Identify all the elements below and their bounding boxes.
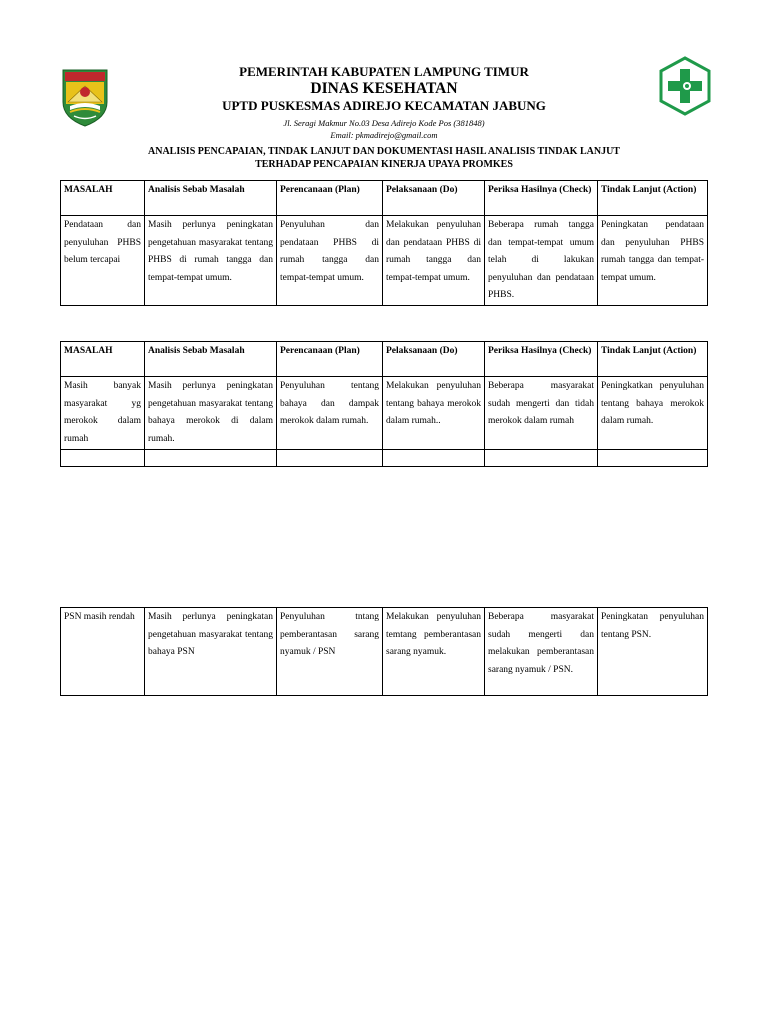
cell-masalah: Pendataan dan penyuluhan PHBS belum tercapai: [61, 216, 145, 306]
analysis-table-psn: [60, 607, 708, 696]
cell-perencanaan: Penyuluhan tntang pemberantasan sarang nyamuk / PSN: [277, 608, 383, 696]
empty-cell: [383, 450, 485, 467]
header-analisis: Analisis Sebab Masalah: [145, 181, 277, 216]
cell-tindak: Peningkatkan penyuluhan tentang bahaya merokok dalam rumah.: [598, 377, 708, 450]
empty-cell: [485, 450, 598, 467]
cell-masalah: Masih banyak masyarakat yg merokok dalam rumah: [61, 377, 145, 450]
cell-periksa: Beberapa masyarakat sudah mengerti dan melakukan pemberantasan sarang nyamuk / PSN.: [485, 608, 598, 696]
cell-pelaksanaan: Melakukan penyuluhan temtang pemberantasan sarang nyamuk.: [383, 608, 485, 696]
table-row: [61, 377, 708, 450]
analysis-table-merokok: [60, 341, 708, 467]
cell-pelaksanaan: Melakukan penyuluhan tentang bahaya merokok dalam rumah..: [383, 377, 485, 450]
document-title: [60, 145, 708, 171]
table-header-row: [61, 181, 708, 216]
header-tindak: Tindak Lanjut (Action): [598, 181, 708, 216]
empty-cell: [277, 450, 383, 467]
table-row: [61, 216, 708, 306]
empty-cell: [598, 450, 708, 467]
cell-analisis: Masih perlunya peningkatan pengetahuan masyarakat tentang PHBS di rumah tangga dan tempat-tempat umum.: [145, 216, 277, 306]
header-perencanaan: Perencanaan (Plan): [277, 342, 383, 377]
cell-analisis: Masih perlunya peningkatan pengetahuan masyarakat tentang bahaya PSN: [145, 608, 277, 696]
analysis-table-phbs: [60, 180, 708, 306]
header-masalah: MASALAH: [61, 181, 145, 216]
puskesmas-logo: [653, 56, 717, 116]
cell-periksa: Beberapa masyarakat sudah mengerti dan tidah merokok dalam rumah: [485, 377, 598, 450]
cell-perencanaan: Penyuluhan tentang bahaya dan dampak merokok dalam rumah.: [277, 377, 383, 450]
letterhead-agency: DINAS KESEHATAN: [310, 80, 458, 97]
lampung-timur-logo: [60, 66, 110, 128]
letterhead-email: Email: pkmadirejo@gmail.com: [330, 130, 438, 140]
letterhead: [150, 64, 618, 141]
cell-masalah: PSN masih rendah: [61, 608, 145, 696]
letterhead-government: PEMERINTAH KABUPATEN LAMPUNG TIMUR: [239, 64, 529, 79]
header-tindak: Tindak Lanjut (Action): [598, 342, 708, 377]
cell-tindak: Peningkatan pendataan dan penyuluhan PHBS rumah tangga dan tempat-tempat umum.: [598, 216, 708, 306]
cell-pelaksanaan: Melakukan penyuluhan dan pendataan PHBS di rumah tangga dan tempat-tempat umum.: [383, 216, 485, 306]
empty-cell: [61, 450, 145, 467]
cell-perencanaan: Penyuluhan dan pendataan PHBS di rumah tangga dan tempat-tempat umum.: [277, 216, 383, 306]
header-periksa: Periksa Hasilnya (Check): [485, 342, 598, 377]
header-periksa: Periksa Hasilnya (Check): [485, 181, 598, 216]
cell-periksa: Beberapa rumah tangga dan tempat-tempat umum telah di lakukan penyuluhan dan pendataan PHBS.: [485, 216, 598, 306]
cell-tindak: Peningkatan penyuluhan tentang PSN.: [598, 608, 708, 696]
empty-cell: [145, 450, 277, 467]
cell-analisis: Masih perlunya peningkatan pengetahuan masyarakat tentang bahaya merokok di dalam rumah.: [145, 377, 277, 450]
table-row: [61, 608, 708, 696]
letterhead-address: Jl. Seragi Makmur No.03 Desa Adirejo Kode Pos (381848): [283, 118, 485, 128]
header-pelaksanaan: Pelaksanaan (Do): [383, 342, 485, 377]
letterhead-unit: UPTD PUSKESMAS ADIREJO KECAMATAN JABUNG: [222, 98, 546, 113]
document-title-line1: ANALISIS PENCAPAIAN, TINDAK LANJUT DAN DOKUMENTASI HASIL ANALISIS TINDAK LANJUT: [148, 146, 620, 157]
header-analisis: Analisis Sebab Masalah: [145, 342, 277, 377]
header-perencanaan: Perencanaan (Plan): [277, 181, 383, 216]
table-row-empty: [61, 450, 708, 467]
header-masalah: MASALAH: [61, 342, 145, 377]
document-title-line2: TERHADAP PENCAPAIAN KINERJA UPAYA PROMKES: [255, 159, 513, 170]
table-header-row: [61, 342, 708, 377]
header-pelaksanaan: Pelaksanaan (Do): [383, 181, 485, 216]
